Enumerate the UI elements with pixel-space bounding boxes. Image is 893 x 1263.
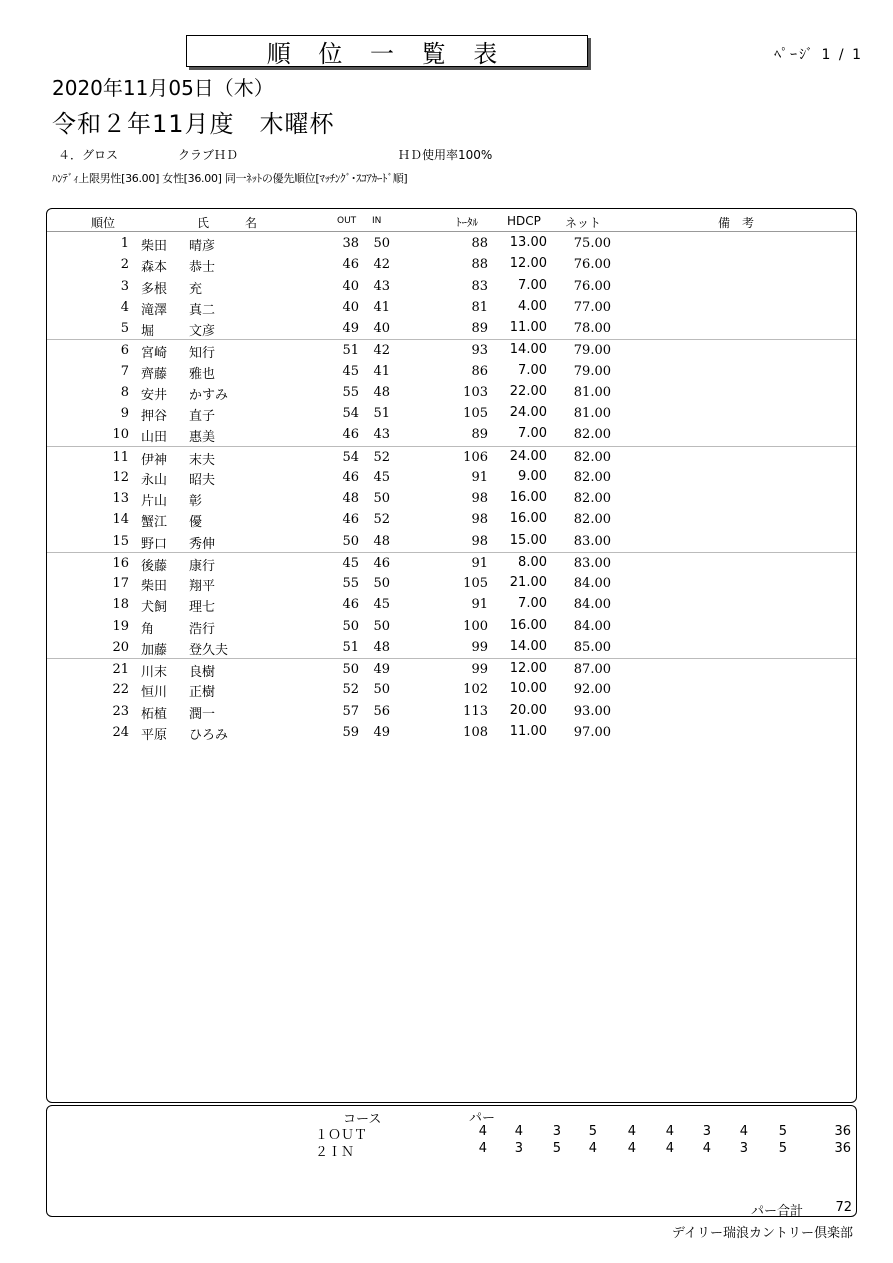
cell-in: 52 [373,512,390,528]
cell-in: 50 [373,236,390,251]
cell-net: 79.00 [573,343,611,359]
cell-in: 42 [373,257,390,273]
cell-rank: 21 [112,662,129,677]
cell-in: 45 [373,597,390,613]
cell-total: 103 [463,384,488,400]
table-row [47,509,856,530]
hd-rate-label: ＨＤ使用率100% [398,148,493,162]
cell-first-name: 恭士 [189,260,216,276]
handicap-rule-text: ﾊﾝﾃﾞｨ上限男性[36.00] 女性[36.00] 同一ﾈｯﾄの優先順位[ﾏｯﾁﾝｸﾞ･ｽｺｱｶｰﾄﾞ順] [52,172,408,185]
cell-net: 81.00 [573,384,611,400]
hole-par: 4 [514,1124,523,1139]
table-row [47,488,856,509]
table-row [47,637,856,658]
table-row [47,679,856,700]
cell-out: 45 [342,363,359,379]
cell-net: 97.00 [573,724,611,740]
cell-first-name: 康行 [189,558,216,574]
cell-last-name: 齊藤 [141,366,168,382]
course-label: コース [343,1112,382,1127]
cell-first-name: 惠美 [189,430,216,446]
table-row [47,361,856,382]
cell-first-name: 正樹 [189,685,216,701]
cell-total: 91 [471,597,488,613]
table-row [47,233,856,254]
cell-in: 49 [373,724,390,740]
cell-out: 51 [342,343,359,359]
cell-out: 52 [342,682,359,698]
cell-first-name: 良樹 [189,665,216,680]
cell-hdcp: 15.00 [509,532,547,548]
hole-par: 4 [702,1141,711,1156]
cell-rank: 9 [120,406,129,421]
cell-rank: 19 [112,618,129,634]
cell-last-name: 堀 [141,324,155,339]
cell-out: 50 [342,533,359,549]
table-row [47,254,856,275]
cell-out: 59 [342,724,359,740]
cell-net: 76.00 [573,257,611,273]
cell-first-name: 真二 [189,302,216,318]
hole-par: 3 [702,1124,711,1139]
cell-total: 88 [471,236,488,251]
cell-total: 98 [471,491,488,506]
report-title [186,35,588,67]
cell-last-name: 平原 [141,727,168,743]
cell-first-name: 浩行 [189,621,216,637]
cell-hdcp: 7.00 [518,277,547,293]
cell-last-name: 柘植 [141,706,168,722]
cell-last-name: 柴田 [141,579,168,594]
header-total: ﾄｰﾀﾙ [456,216,478,229]
cell-first-name: 秀伸 [189,536,216,552]
cell-hdcp: 8.00 [518,554,547,570]
cell-first-name: 末夫 [189,452,216,468]
cell-out: 50 [342,662,359,677]
cell-net: 82.00 [573,469,611,485]
table-row [47,339,856,361]
hole-par: 5 [552,1141,561,1156]
course-par-total: 36 [834,1141,851,1156]
cell-last-name: 柴田 [141,239,168,254]
cell-last-name: 宮崎 [141,346,168,362]
cell-out: 46 [342,512,359,528]
cell-total: 89 [471,321,488,336]
cell-net: 83.00 [573,533,611,549]
cell-net: 84.00 [573,597,611,613]
hole-par: 4 [627,1141,636,1156]
cell-last-name: 加藤 [141,642,168,658]
cell-in: 50 [373,682,390,698]
hole-par: 4 [739,1124,748,1139]
cell-in: 46 [373,555,390,571]
table-row [47,573,856,594]
cell-out: 55 [342,576,359,591]
cell-hdcp: 7.00 [518,426,547,442]
cell-total: 100 [463,618,488,634]
cell-in: 52 [373,449,390,465]
cell-first-name: 潤一 [189,706,216,722]
cell-net: 84.00 [573,618,611,634]
cell-rank: 8 [120,384,129,400]
cell-out: 45 [342,555,359,571]
cell-hdcp: 16.00 [509,490,547,505]
cell-net: 85.00 [573,639,611,655]
hole-par: 4 [665,1141,674,1156]
cell-last-name: 伊神 [141,452,168,468]
course-par-total: 36 [834,1124,851,1139]
cell-last-name: 後藤 [141,558,168,574]
cell-first-name: 登久夫 [189,642,229,658]
cell-total: 99 [471,639,488,655]
cell-net: 82.00 [573,449,611,465]
cell-hdcp: 20.00 [509,702,547,718]
cell-out: 46 [342,257,359,273]
cell-last-name: 押谷 [141,409,168,424]
cell-rank: 15 [112,533,129,549]
cell-out: 55 [342,384,359,400]
hole-par: 3 [739,1141,748,1156]
cell-hdcp: 16.00 [509,511,547,527]
cell-hdcp: 12.00 [509,661,547,676]
cell-first-name: 翔平 [189,579,216,594]
cell-first-name: 晴彦 [189,239,216,254]
cell-last-name: 片山 [141,494,168,509]
cell-rank: 22 [112,682,129,698]
table-row [47,446,856,468]
cell-rank: 17 [112,576,129,591]
cell-last-name: 多根 [141,281,168,297]
hole-par: 4 [627,1124,636,1139]
cell-last-name: 蟹江 [141,515,168,531]
page-number: ﾍﾟｰｼﾞ 1 / 1 [774,47,863,63]
cell-rank: 18 [112,597,129,613]
cell-in: 43 [373,278,390,294]
par-total-label: パー合計 [751,1204,804,1219]
cell-in: 50 [373,576,390,591]
cell-net: 82.00 [573,427,611,443]
cell-in: 41 [373,299,390,315]
cell-net: 82.00 [573,512,611,528]
cell-net: 76.00 [573,278,611,294]
cell-rank: 4 [120,299,129,315]
cell-net: 92.00 [573,682,611,698]
cell-first-name: 理七 [189,600,216,616]
cell-first-name: 文彦 [189,324,216,339]
cell-first-name: 彰 [189,494,203,509]
cell-total: 108 [463,724,488,740]
table-header [47,209,856,232]
cell-total: 113 [463,703,488,719]
cell-hdcp: 16.00 [509,617,547,633]
cell-net: 78.00 [573,321,611,336]
cell-first-name: 雅也 [189,366,216,382]
table-row [47,658,856,680]
cell-in: 48 [373,384,390,400]
hole-par: 4 [478,1124,487,1139]
cell-last-name: 森本 [141,260,168,276]
cell-last-name: 川末 [141,665,168,680]
header-rank: 順位 [91,216,116,230]
header-in: IN [372,216,382,226]
cell-rank: 20 [112,639,129,655]
cell-rank: 14 [112,512,129,528]
cell-first-name: かすみ [189,387,229,403]
cell-rank: 11 [112,449,129,465]
header-out: OUT [337,216,357,226]
cell-hdcp: 14.00 [509,638,547,654]
cell-hdcp: 21.00 [509,575,547,590]
hole-par: 4 [665,1124,674,1139]
table-row [47,403,856,424]
course-name: ２ＩＮ [315,1145,355,1160]
cell-hdcp: 9.00 [518,468,547,484]
cell-last-name: 野口 [141,536,168,552]
hole-par: 3 [552,1124,561,1139]
cell-last-name: 安井 [141,387,168,403]
table-row [47,276,856,297]
event-title: 令和２年11月度 木曜杯 [52,110,335,138]
cell-hdcp: 7.00 [518,362,547,378]
report-title-text: 順 位 一 覧 表 [266,39,508,68]
cell-hdcp: 14.00 [509,342,547,358]
cell-net: 84.00 [573,576,611,591]
cell-rank: 3 [120,278,129,294]
cell-total: 88 [471,257,488,273]
cell-hdcp: 10.00 [509,681,547,697]
cell-total: 86 [471,363,488,379]
cell-last-name: 滝澤 [141,302,168,318]
table-row [47,382,856,403]
cell-net: 79.00 [573,363,611,379]
table-row [47,701,856,722]
cell-out: 46 [342,597,359,613]
cell-in: 42 [373,343,390,359]
cell-first-name: 充 [189,281,203,297]
cell-total: 106 [463,449,488,465]
cell-in: 51 [373,406,390,421]
cell-out: 54 [342,449,359,465]
hole-par: 5 [778,1141,787,1156]
cell-hdcp: 24.00 [509,405,547,420]
cell-hdcp: 24.00 [509,448,547,464]
cell-out: 49 [342,321,359,336]
cell-total: 99 [471,662,488,677]
cell-net: 77.00 [573,299,611,315]
header-name: 氏 名 [197,216,258,230]
cell-last-name: 角 [141,621,155,637]
cell-last-name: 山田 [141,430,168,446]
cell-net: 82.00 [573,491,611,506]
cell-last-name: 犬飼 [141,600,168,616]
table-row [47,531,856,552]
cell-rank: 24 [112,724,129,740]
cell-in: 48 [373,639,390,655]
cell-in: 40 [373,321,390,336]
cell-first-name: 優 [189,515,203,531]
cell-rank: 12 [112,469,129,485]
header-remarks: 備 考 [718,216,755,230]
cell-total: 102 [463,682,488,698]
cell-total: 81 [471,299,488,315]
cell-in: 43 [373,427,390,443]
cell-rank: 6 [120,343,129,359]
cell-first-name: 知行 [189,346,216,362]
table-row [47,722,856,743]
cell-out: 57 [342,703,359,719]
club-name: デイリー瑞浪カントリー倶楽部 [671,1226,853,1241]
cell-out: 51 [342,639,359,655]
cell-net: 87.00 [573,662,611,677]
cell-in: 45 [373,469,390,485]
cell-out: 40 [342,299,359,315]
cell-in: 48 [373,533,390,549]
table-row [47,552,856,574]
cell-last-name: 恒川 [141,685,168,701]
cell-total: 83 [471,278,488,294]
cell-out: 40 [342,278,359,294]
cell-first-name: 直子 [189,409,216,424]
cell-rank: 16 [112,555,129,571]
table-row [47,318,856,339]
category-label: ４．グロス [58,148,119,162]
table-row [47,297,856,318]
cell-last-name: 永山 [141,472,168,488]
hole-par: 4 [588,1141,597,1156]
course-par-panel [46,1105,857,1217]
cell-in: 56 [373,703,390,719]
cell-net: 75.00 [573,236,611,251]
cell-total: 91 [471,555,488,571]
cell-out: 46 [342,469,359,485]
cell-total: 98 [471,512,488,528]
cell-out: 48 [342,491,359,506]
course-name: １ＯＵＴ [315,1128,368,1143]
cell-rank: 23 [112,703,129,719]
table-row [47,424,856,445]
par-label: パー [469,1111,496,1126]
cell-total: 93 [471,343,488,359]
cell-rank: 2 [120,257,129,273]
cell-rank: 5 [120,321,129,336]
cell-hdcp: 7.00 [518,596,547,612]
cell-net: 83.00 [573,555,611,571]
table-row [47,467,856,488]
hd-type-label: クラブＨＤ [178,148,239,162]
cell-hdcp: 12.00 [509,256,547,272]
cell-out: 54 [342,406,359,421]
cell-rank: 13 [112,491,129,506]
hole-par: 3 [514,1141,523,1156]
cell-net: 81.00 [573,406,611,421]
cell-total: 98 [471,533,488,549]
cell-rank: 7 [120,363,129,379]
cell-total: 91 [471,469,488,485]
cell-hdcp: 22.00 [509,383,547,399]
cell-total: 105 [463,406,488,421]
cell-rank: 1 [120,236,129,251]
cell-out: 46 [342,427,359,443]
par-total-value: 72 [835,1200,852,1215]
table-row [47,616,856,637]
cell-hdcp: 4.00 [518,298,547,314]
cell-in: 50 [373,491,390,506]
cell-hdcp: 11.00 [509,320,547,335]
cell-in: 41 [373,363,390,379]
hole-par: 4 [478,1141,487,1156]
table-row [47,594,856,615]
cell-rank: 10 [112,427,129,443]
results-table [46,208,857,1103]
cell-hdcp: 13.00 [509,235,547,250]
cell-in: 49 [373,662,390,677]
cell-net: 93.00 [573,703,611,719]
header-hdcp: HDCP [507,214,541,228]
cell-hdcp: 11.00 [509,723,547,739]
cell-first-name: ひろみ [189,727,229,743]
cell-out: 50 [342,618,359,634]
hole-par: 5 [778,1124,787,1139]
hole-par: 5 [588,1124,597,1139]
header-net: ネット [565,216,602,230]
event-date: 2020年11月05日（木） [52,76,274,100]
cell-total: 105 [463,576,488,591]
cell-out: 38 [342,236,359,251]
cell-first-name: 昭夫 [189,472,216,488]
cell-in: 50 [373,618,390,634]
cell-total: 89 [471,427,488,443]
